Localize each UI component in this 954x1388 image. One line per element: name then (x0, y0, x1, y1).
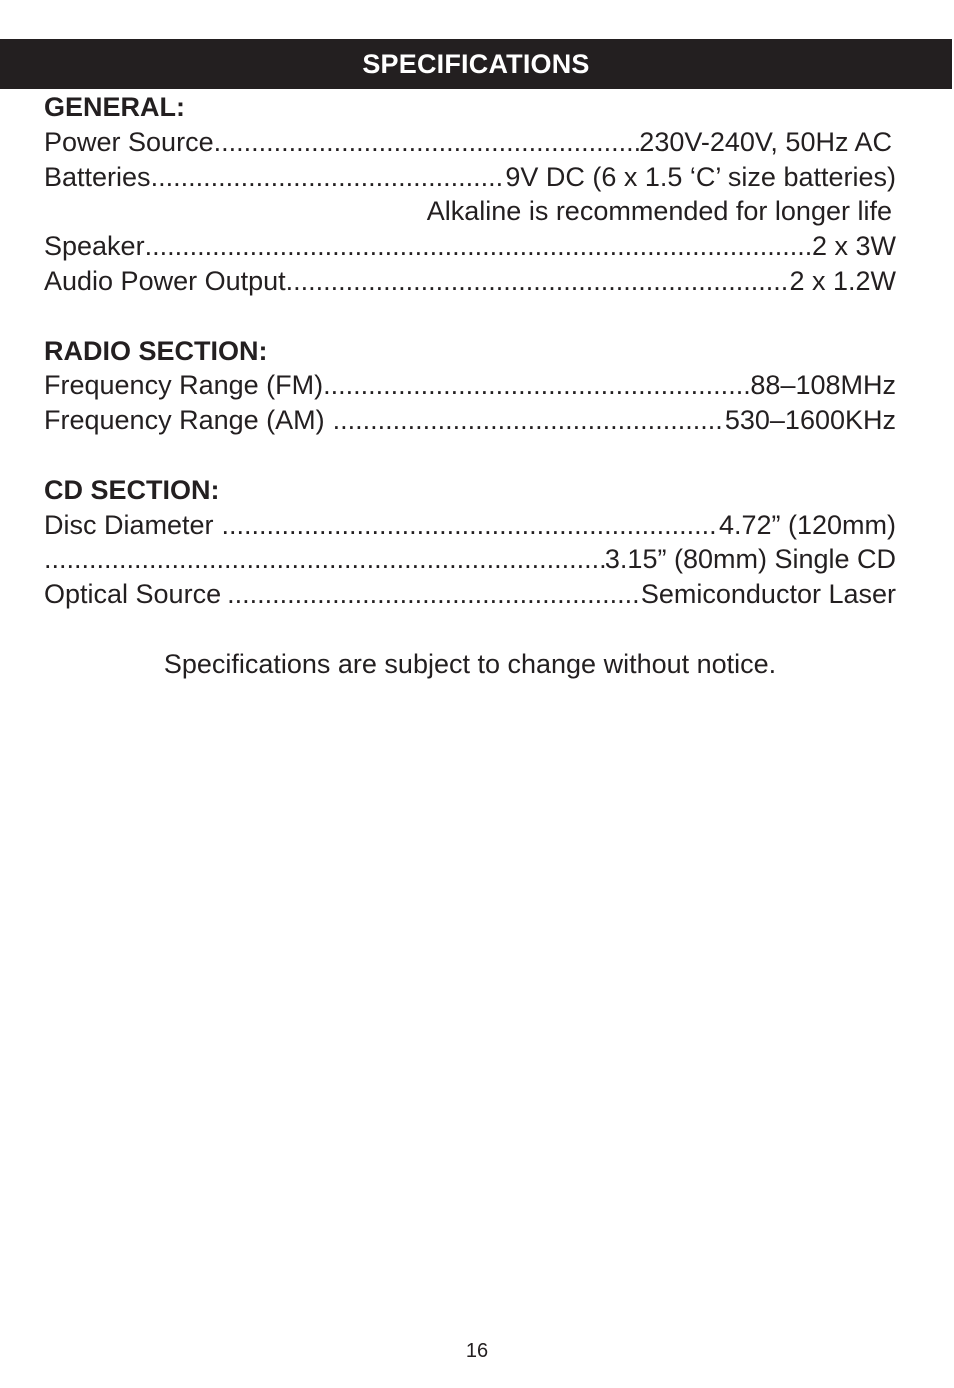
spec-label: Frequency Range (AM) (44, 405, 325, 436)
specifications-content (44, 90, 896, 682)
dot-leader (214, 508, 719, 543)
spec-label: Speaker (44, 231, 145, 262)
spacer (44, 299, 896, 334)
dot-leader (221, 577, 641, 612)
dot-leader (145, 229, 812, 264)
dot-leader (44, 542, 605, 577)
spec-value: 4.72” (120mm) (718, 509, 896, 540)
section-header (0, 39, 952, 89)
spec-row-batteries (44, 160, 896, 195)
batteries-note: Alkaline is recommended for longer life (426, 196, 892, 227)
spec-value: 230V-240V, 50Hz AC (639, 126, 892, 157)
dot-leader (323, 368, 750, 403)
dot-leader (214, 125, 640, 160)
spec-row-disc-diameter (44, 508, 896, 543)
spec-label: Audio Power Output (44, 265, 286, 296)
spec-row-disc-diameter-alt (44, 542, 896, 577)
page-number: 16 (465, 1340, 489, 1362)
dot-leader (151, 160, 506, 195)
spec-label: Frequency Range (FM) (44, 370, 324, 401)
section-title: SPECIFICATIONS (362, 48, 590, 79)
spec-label: Optical Source (44, 579, 222, 610)
spec-row-power-source (44, 125, 896, 160)
dot-leader (325, 403, 725, 438)
spec-label: Power Source (44, 126, 214, 157)
radio-heading: RADIO SECTION: (44, 335, 268, 366)
spec-label: Disc Diameter (44, 509, 214, 540)
spec-value: 9V DC (6 x 1.5 ‘C’ size batteries) (505, 161, 896, 192)
spec-row-audio-power-output (44, 264, 896, 299)
spec-value: 2 x 3W (811, 231, 896, 262)
dot-leader (286, 264, 790, 299)
spec-row-fm (44, 368, 896, 403)
spec-value: 88–108MHz (750, 370, 896, 401)
footnote: Specifications are subject to change without notice. (163, 648, 777, 679)
spec-value: 530–1600KHz (724, 405, 896, 436)
spec-value: 2 x 1.2W (789, 265, 896, 296)
spec-label: Batteries (44, 161, 151, 192)
spec-row-optical-source (44, 577, 896, 612)
spec-row-speaker (44, 229, 896, 264)
spacer (44, 438, 896, 473)
cd-heading: CD SECTION: (44, 474, 220, 505)
spec-row-am (44, 403, 896, 438)
spec-value: Semiconductor Laser (640, 579, 896, 610)
general-heading: GENERAL: (44, 92, 185, 122)
spacer (44, 612, 896, 647)
spec-value: 3.15” (80mm) Single CD (604, 544, 896, 575)
